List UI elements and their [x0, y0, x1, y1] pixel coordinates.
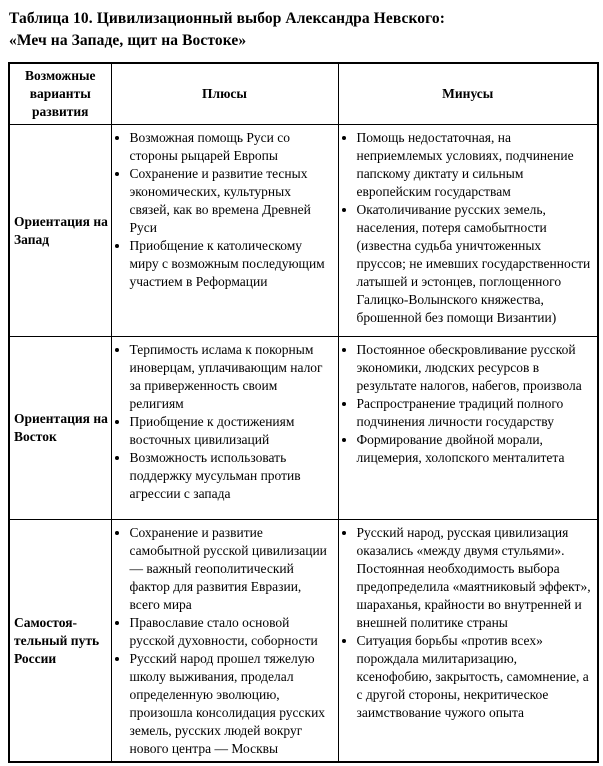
minuses-list-own-path	[342, 524, 593, 722]
variant-label-west: Ориентация на Запад	[9, 125, 111, 337]
table-row-west	[9, 125, 598, 337]
minuses-cell-west	[338, 125, 598, 337]
plus-item: • Терпимость ислама к покорным иноверцам, уплачивающим налог за приверженность своим религиям	[130, 341, 333, 413]
pluses-cell-east	[111, 337, 338, 520]
plus-item: • Возможность использовать поддержку мусульман против агрессии с запада	[130, 449, 333, 503]
header-row	[9, 63, 598, 125]
variant-label-own-path: Самостоятельный путь России	[9, 520, 111, 763]
variant-label-east: Ориентация на Восток	[9, 337, 111, 520]
minus-item: • Помощь недостаточная, на неприемлемых условиях, подчинение папскому диктату и сильным европейским государствам	[357, 129, 593, 201]
plus-item: • Приобщение к католическому миру с возможным последующим участием в Реформации	[130, 237, 333, 291]
minus-item: • Окатоличивание русских земель, населения, потеря самобытности (известна судьба уничтоженных пруссов; не имевших государственности латышей и эстонцев, поглощенного Галицко-Волынского княжества, брошенной без помощи Византии)	[357, 201, 593, 327]
minuses-list-west	[342, 129, 593, 327]
minuses-cell-own-path	[338, 520, 598, 763]
table-caption-line1: Таблица 10. Цивилизационный выбор Александра Невского:	[9, 10, 446, 27]
minus-item: • Формирование двойной морали, лицемерия, холопского менталитета	[357, 431, 593, 467]
table-caption-line2: «Меч на Западе, щит на Востоке»	[9, 31, 247, 49]
plus-item: • Возможная помощь Руси со стороны рыцарей Европы	[130, 129, 333, 165]
minus-item: • Ситуация борьбы «против всех» порождала милитаризацию, ксенофобию, закрытость, самомнение, а с другой стороны, некритическое заимствование чужого опыта	[357, 632, 593, 722]
table-caption	[9, 8, 597, 51]
pluses-list-own-path	[115, 524, 333, 758]
minus-item: • Постоянное обескровливание русской экономики, людских ресурсов в результате налогов, набегов, произвола	[357, 341, 593, 395]
pluses-cell-west	[111, 125, 338, 337]
minus-item: • Распространение традиций полного подчинения личности государству	[357, 395, 593, 431]
plus-item: • Православие стало основой русской духовности, соборности	[130, 614, 333, 650]
plus-item: • Приобщение к достижениям восточных цивилизаций	[130, 413, 333, 449]
pluses-list-east	[115, 341, 333, 503]
minuses-cell-east	[338, 337, 598, 520]
minus-item: • Русский народ, русская цивилизация оказались «между двумя стульями». Постоянная необходимость выбора предопределила «маятниковый эффект», шараханья, крайности во внутренней и внешней политике страны	[357, 524, 593, 632]
table-row-east	[9, 337, 598, 520]
minuses-list-east	[342, 341, 593, 467]
header-variants: Возможные варианты развития	[9, 63, 111, 125]
header-pluses: Плюсы	[111, 63, 338, 125]
pluses-cell-own-path	[111, 520, 338, 763]
plus-item: • Русский народ прошел тяжелую школу выживания, проделал определенную эволюцию, произошла консолидация русских земель, русских людей вокруг нового центра — Москвы	[130, 650, 333, 758]
pluses-list-west	[115, 129, 333, 291]
plus-item: • Сохранение и развитие самобытной русской цивилизации — важный геополитический фактор для развития Евразии, всего мира	[130, 524, 333, 614]
header-minuses: Минусы	[338, 63, 598, 125]
comparison-table	[8, 62, 599, 763]
table-row-own-path	[9, 520, 598, 763]
plus-item: • Сохранение и развитие тесных экономических, культурных связей, как во времена Древней Руси	[130, 165, 333, 237]
